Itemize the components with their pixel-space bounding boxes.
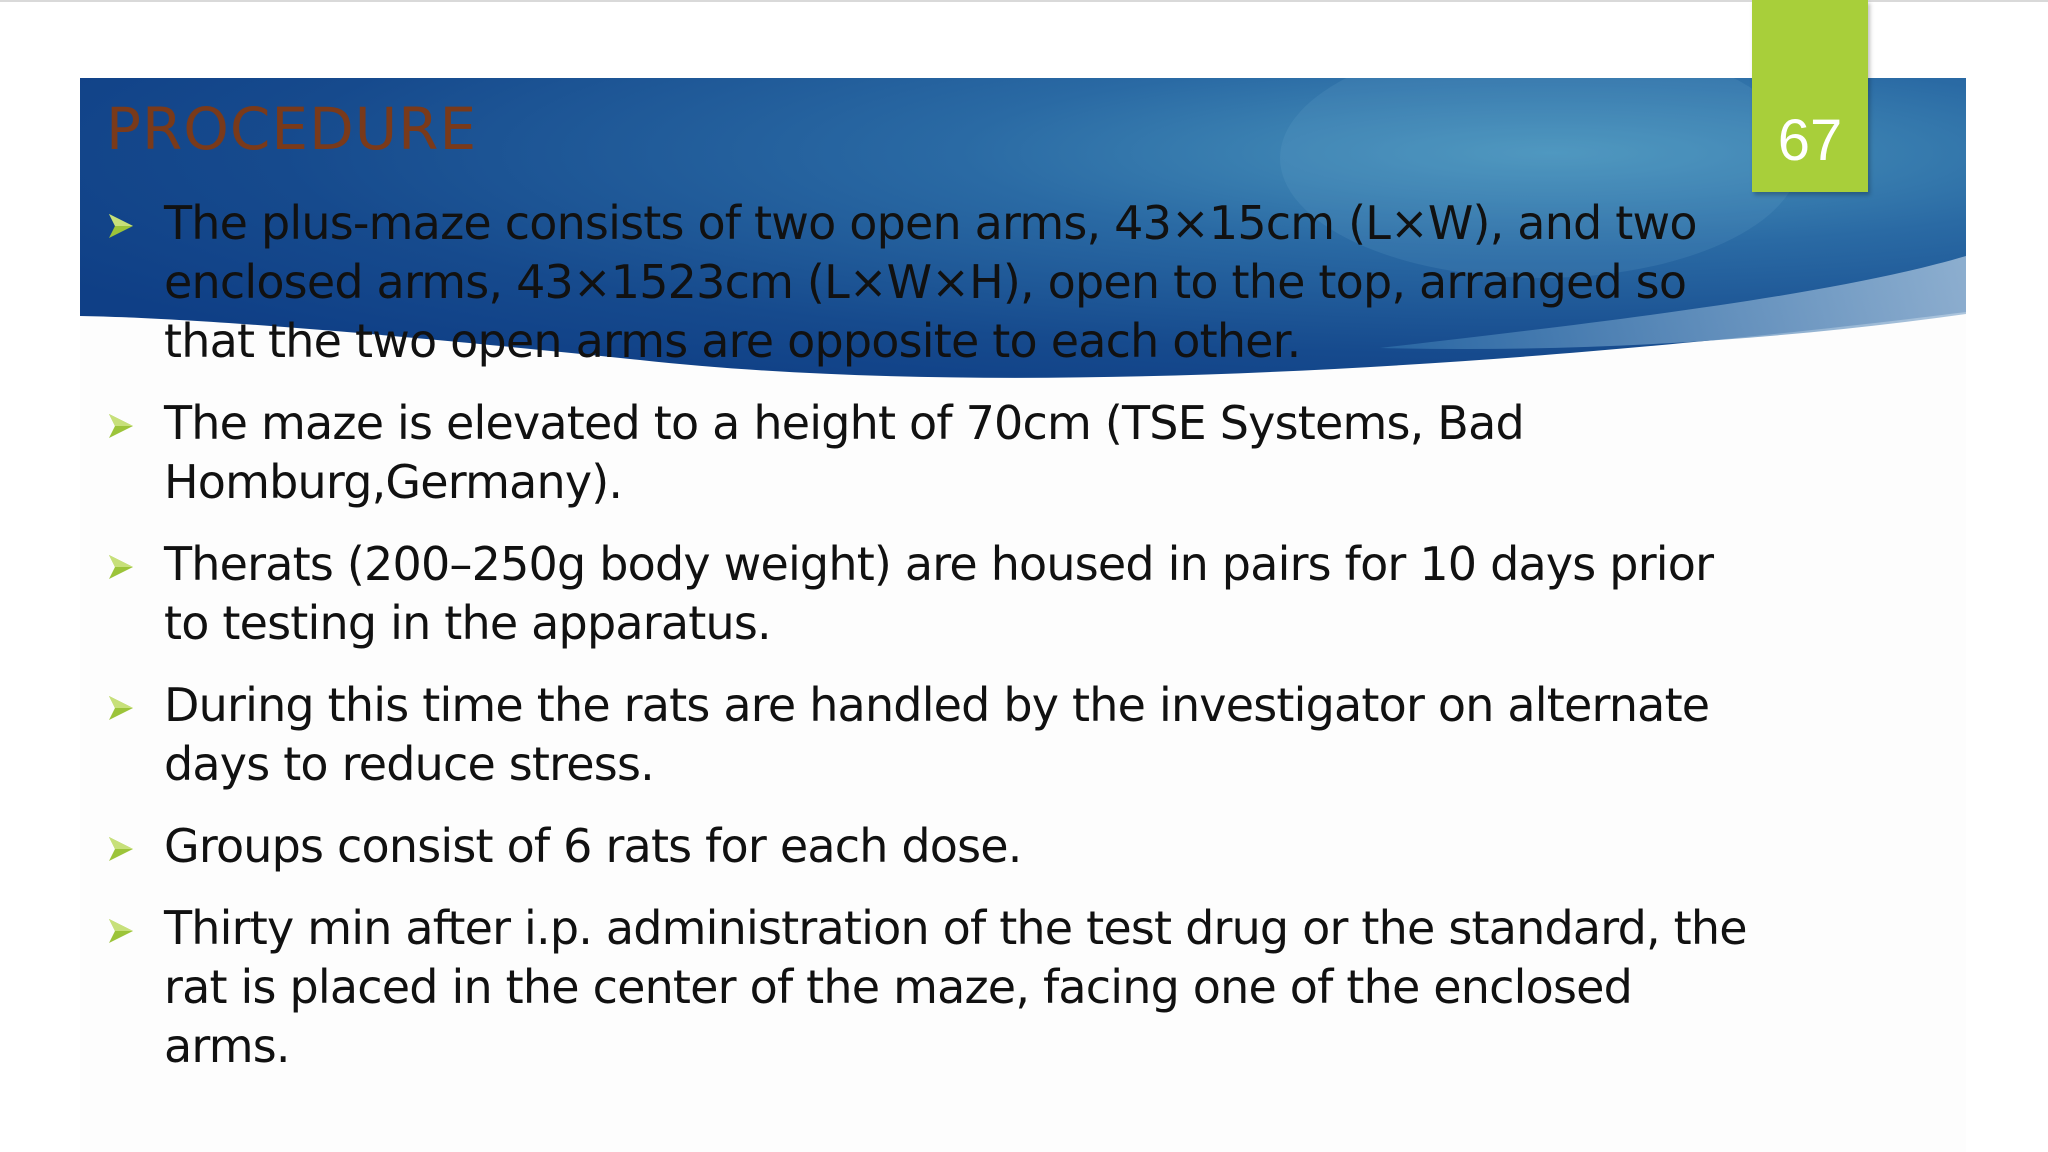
arrow-bullet-icon [106, 693, 136, 723]
bullet-text: The plus-maze consists of two open arms, 43×15cm (L×W), and two enclosed arms, 43×1523cm (L×W×H), open to the top, arranged so that the two open arms are opposite to each other. [164, 196, 1697, 368]
arrow-bullet-icon [106, 552, 136, 582]
slide-number-tab [1752, 0, 1868, 192]
bullet-text: The maze is elevated to a height of 70cm (TSE Systems, Bad Homburg,Germany). [164, 396, 1524, 509]
bullet-text: Groups consist of 6 rats for each dose. [164, 819, 1022, 873]
slide-title: PROCEDURE [106, 95, 478, 163]
arrow-bullet-icon [106, 834, 136, 864]
bullet-text: Therats (200–250g body weight) are housed in pairs for 10 days prior to testing in the apparatus. [164, 537, 1714, 650]
bullet-item [106, 817, 1756, 876]
bullet-text: During this time the rats are handled by the investigator on alternate days to reduce stress. [164, 678, 1710, 791]
bullet-list [106, 194, 1756, 1076]
bullet-item [106, 535, 1756, 653]
bullet-item [106, 194, 1756, 371]
arrow-bullet-icon [106, 916, 136, 946]
slide-number: 67 [1777, 108, 1843, 173]
bullet-item [106, 899, 1756, 1076]
arrow-bullet-icon [106, 211, 136, 241]
bullet-item [106, 394, 1756, 512]
bullet-item [106, 676, 1756, 794]
arrow-bullet-icon [106, 411, 136, 441]
bullet-text: Thirty min after i.p. administration of the test drug or the standard, the rat is placed in the center of the maze, facing one of the enclosed arms. [164, 901, 1747, 1073]
top-divider [0, 0, 2048, 2]
